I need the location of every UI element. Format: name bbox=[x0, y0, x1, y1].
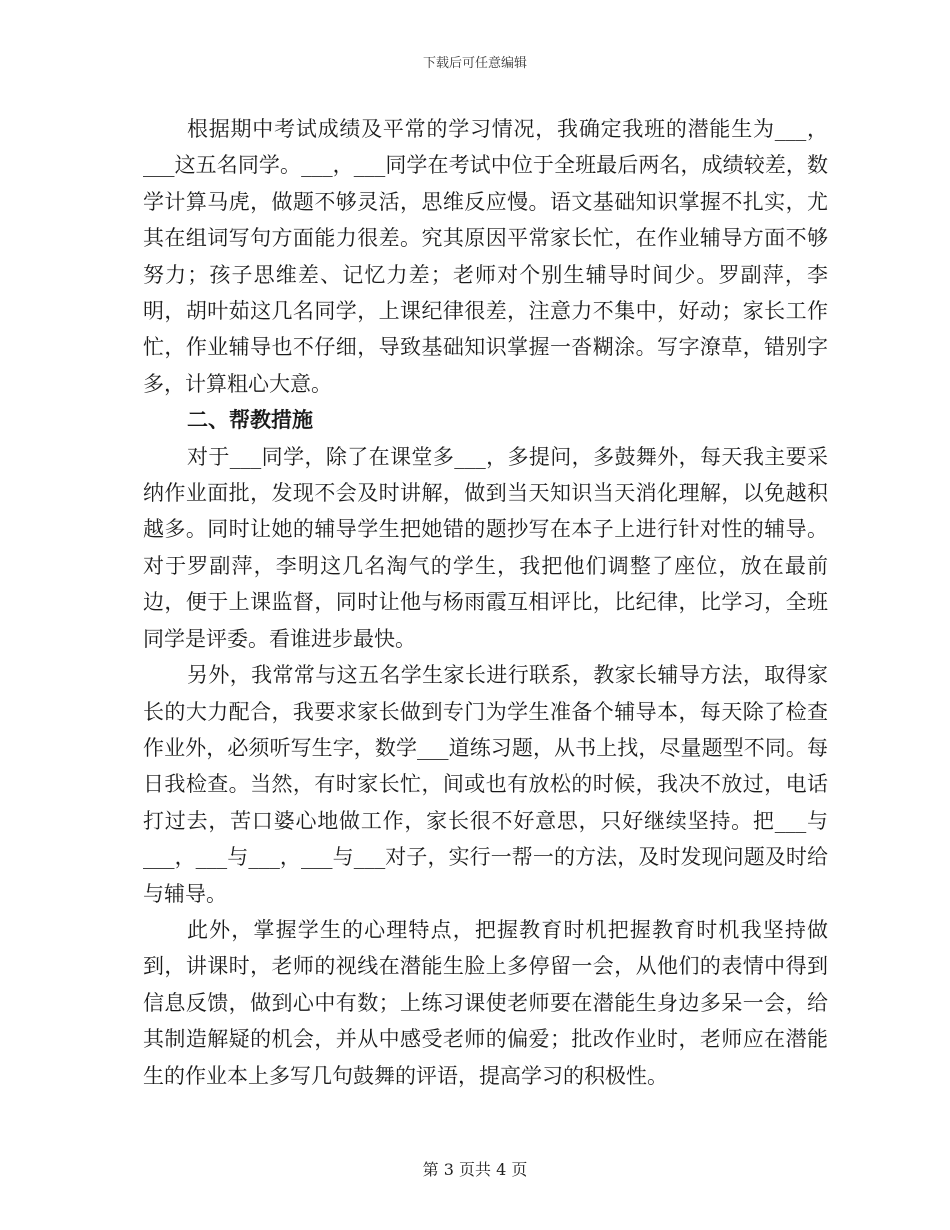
section-heading-measures: 二、帮教措施 bbox=[187, 407, 313, 433]
page-number-footer: 第 3 页共 4 页 bbox=[422, 1160, 528, 1179]
paragraph-situation: 根据期中考试成绩及平常的学习情况，我确定我班的潜能生为___，___这五名同学。___，___同学在考试中位于全班最后两名，成绩较差，数学计算马虎，做题不够灵活，思维反应慢。语文基础知识掌握不扎实，尤其在组词写句方面能力很差。究其原因平常家长忙，在作业辅导方面不够努力；孩子思维差、记忆力差；老师对个别生辅导时间少。罗副萍，李明，胡叶茹这几名同学，上课纪律很差，注意力不集中，好动；家长工作忙，作业辅导也不仔细，导致基础知识掌握一沓糊涂。写字潦草，错别字多，计算粗心大意。 bbox=[143, 117, 828, 396]
paragraph-parents: 另外，我常常与这五名学生家长进行联系，教家长辅导方法，取得家长的大力配合，我要求家长做到专门为学生准备个辅导本，每天除了检查作业外，必须听写生字，数学___道练习题，从书上找，尽量题型不同。每日我检查。当然，有时家长忙，间或也有放松的时候，我决不放过，电话打过去，苦口婆心地做工作，家长很不好意思，只好继续坚持。把___与___，___与___，___与___对子，实行一帮一的方法，及时发现问题及时给与辅导。 bbox=[143, 663, 828, 906]
paragraph-measures: 对于___同学，除了在课堂多___，多提问，多鼓舞外，每天我主要采纳作业面批，发现不会及时讲解，做到当天知识当天消化理解，以免越积越多。同时让她的辅导学生把她错的题抄写在本子上进行针对性的辅导。对于罗副萍，李明这几名淘气的学生，我把他们调整了座位，放在最前边，便于上课监督，同时让他与杨雨霞互相评比，比纪律，比学习，全班同学是评委。看谁进步最快。 bbox=[143, 444, 828, 651]
paragraph-psychology: 此外，掌握学生的心理特点，把握教育时机把握教育时机我坚持做到，讲课时，老师的视线在潜能生脸上多停留一会，从他们的表情中得到信息反馈，做到心中有数；上练习课使老师要在潜能生身边多呆一会，给其制造解疑的机会，并从中感受老师的偏爱；批改作业时，老师应在潜能生的作业本上多写几句鼓舞的评语，提高学习的积极性。 bbox=[143, 917, 828, 1088]
document-body bbox=[143, 111, 828, 1094]
page-header-note: 下载后可任意编辑 bbox=[422, 56, 527, 71]
